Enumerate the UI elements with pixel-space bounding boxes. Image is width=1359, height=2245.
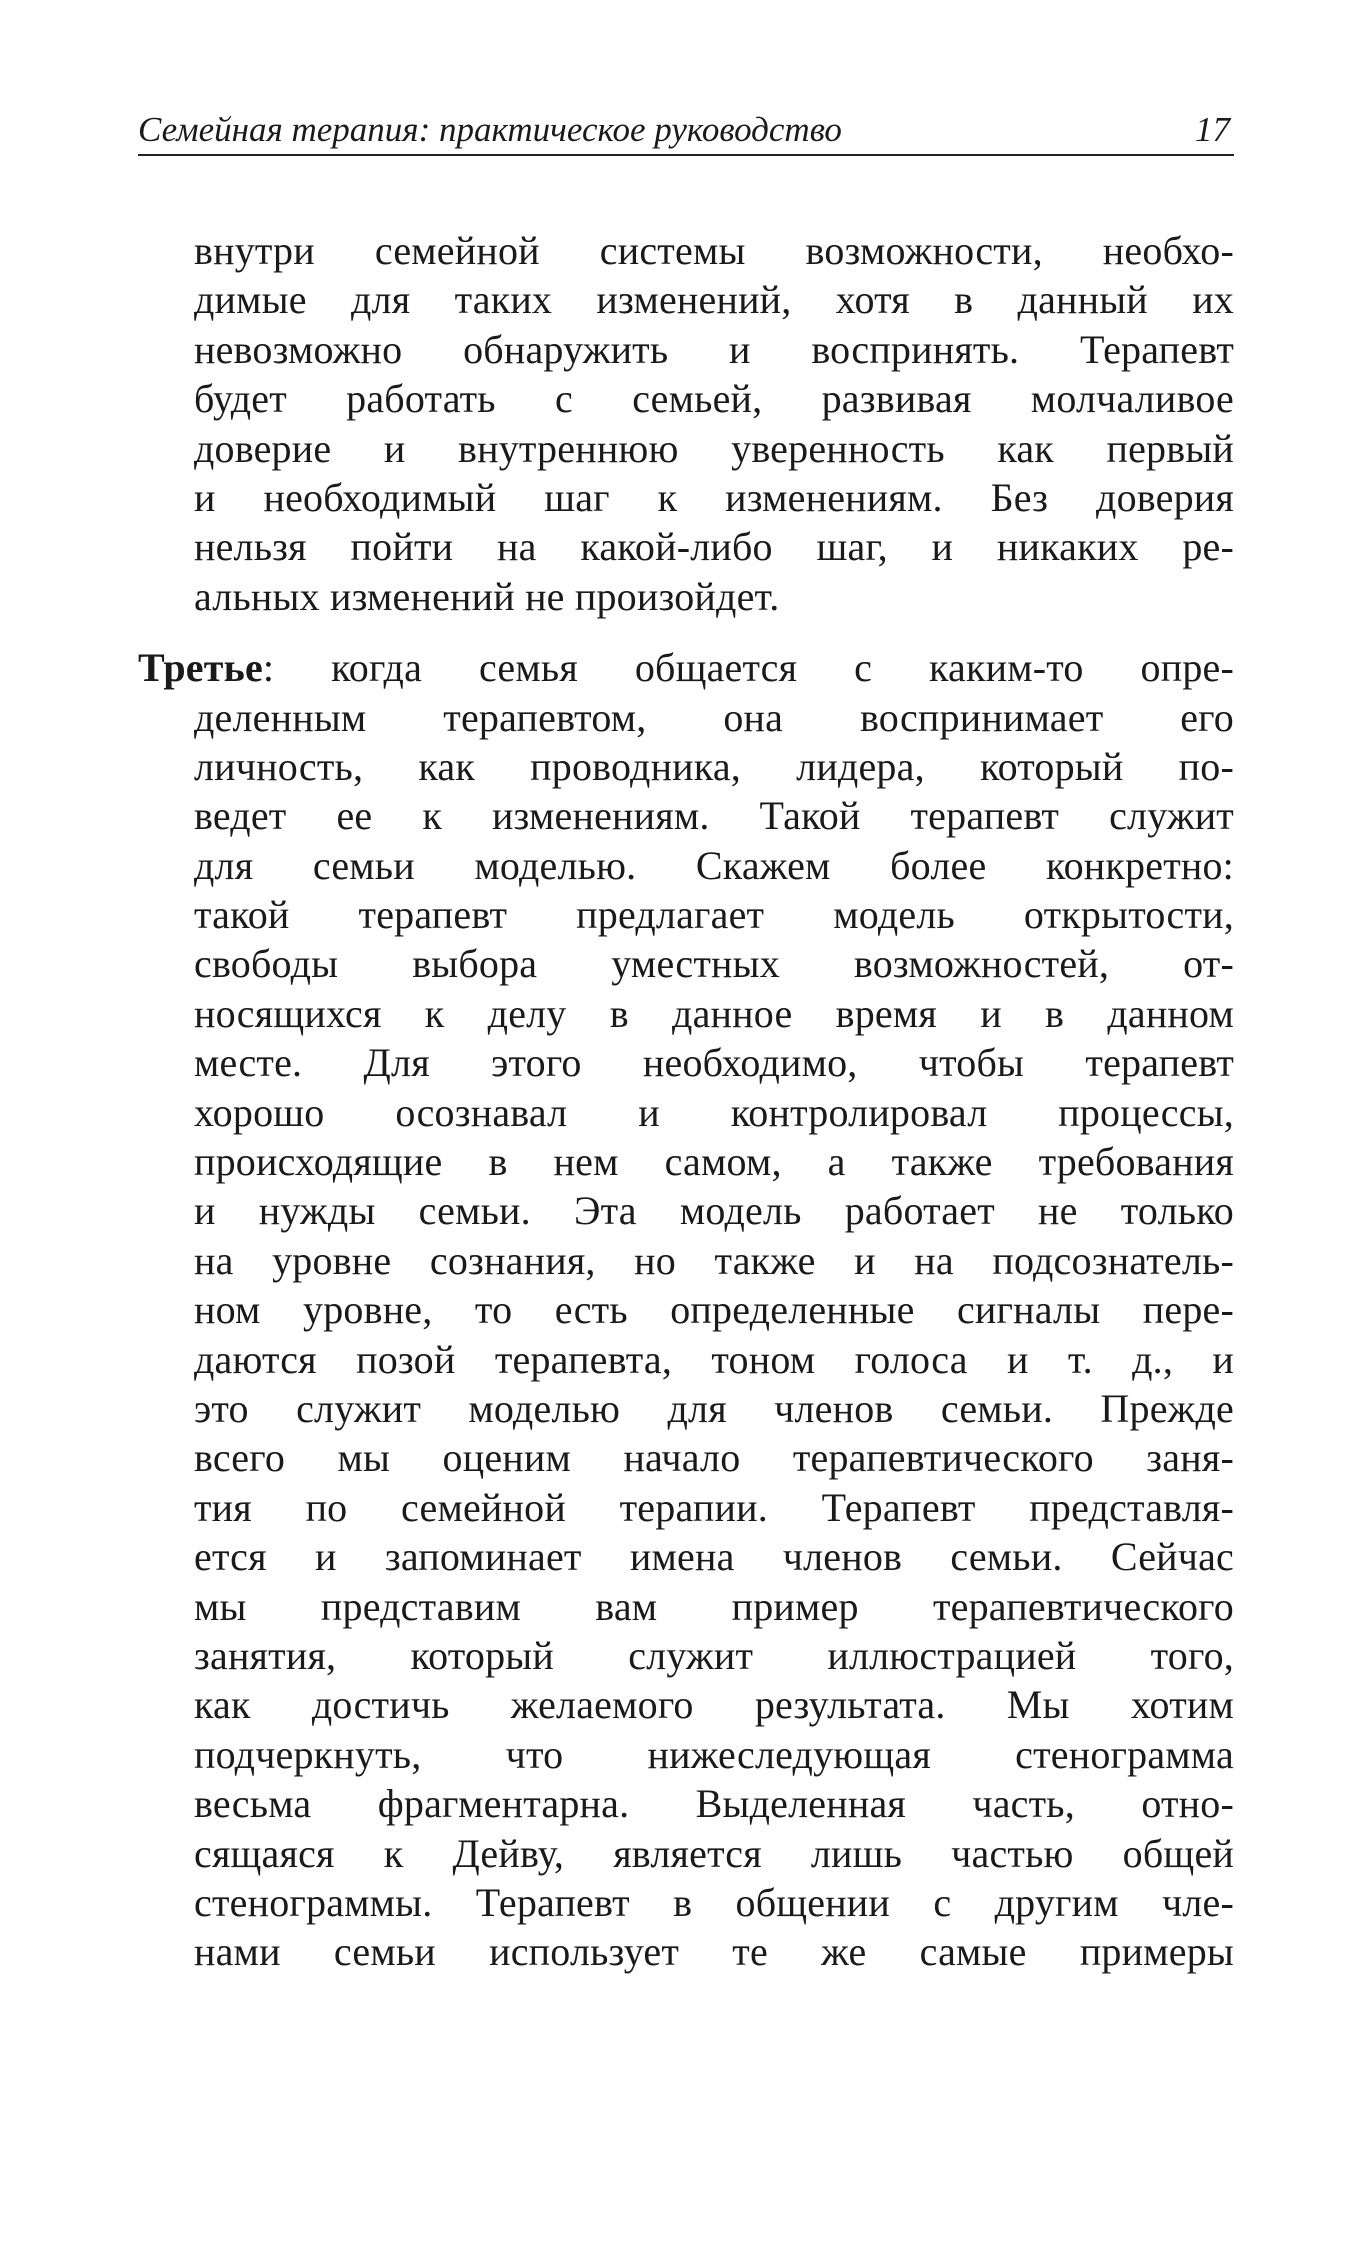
text-line: стенограммы. Терапевт в общении с другим чле- [194, 1879, 1234, 1925]
text-line: ном уровне, то есть определенные сигналы пере- [194, 1287, 1234, 1333]
text-line: димые для таких изменений, хотя в данный их [194, 277, 1234, 323]
text-line: и необходимый шаг к изменениям. Без доверия [194, 474, 1234, 520]
body-text [138, 226, 1234, 1977]
text-line: такой терапевт предлагает модель открытости, [194, 892, 1234, 938]
text-line: будет работать с семьей, развивая молчаливое [194, 376, 1234, 422]
text-line: ется и запоминает имена членов семьи. Сейчас [194, 1534, 1234, 1580]
text-line: как достичь желаемого результата. Мы хотим [194, 1682, 1234, 1728]
text-line-first [138, 643, 1234, 692]
paragraph-2 [138, 643, 1234, 1977]
text-line: свободы выбора уместных возможностей, от- [194, 941, 1234, 987]
text-line: происходящие в нем самом, а также требования [194, 1139, 1234, 1185]
text-line: тия по семейной терапии. Терапевт представля- [194, 1484, 1234, 1530]
text-line: для семьи моделью. Скажем более конкретно: [194, 842, 1234, 888]
text-line: даются позой терапевта, тоном голоса и т. д., и [194, 1336, 1234, 1382]
text-line: деленным терапевтом, она воспринимает его [194, 694, 1234, 740]
text-line: на уровне сознания, но также и на подсознатель- [194, 1237, 1234, 1283]
text-line: занятия, который служит иллюстрацией того, [194, 1632, 1234, 1678]
text-line: личность, как проводника, лидера, который по- [194, 743, 1234, 789]
text-line: хорошо осознавал и контролировал процессы, [194, 1089, 1234, 1135]
text-line: носящихся к делу в данное время и в данном [194, 990, 1234, 1036]
text-line: подчеркнуть, что нижеследующая стенограмма [194, 1731, 1234, 1777]
text-line: нельзя пойти на какой-либо шаг, и никаких ре- [194, 524, 1234, 570]
text-line-rest: : когда семья общается с каким-то опре- [262, 645, 1234, 691]
text-line: нами семьи использует те же самые примеры [194, 1929, 1234, 1975]
term-label: Третье [138, 645, 263, 691]
text-line: невозможно обнаружить и воспринять. Терапевт [194, 326, 1234, 372]
text-line: альных изменений не произойдет. [194, 573, 780, 619]
paragraph-1 [138, 226, 1234, 621]
page-number: 17 [1195, 110, 1230, 149]
text-line: сящаяся к Дейву, является лишь частью общей [194, 1830, 1234, 1876]
text-line: месте. Для этого необходимо, чтобы терапевт [194, 1040, 1234, 1086]
text-line: ведет ее к изменениям. Такой терапевт служит [194, 793, 1234, 839]
text-line: всего мы оценим начало терапевтического заня- [194, 1435, 1234, 1481]
text-line: и нужды семьи. Эта модель работает не только [194, 1188, 1234, 1234]
text-line: доверие и внутреннюю уверенность как первый [194, 425, 1234, 471]
text-line: это служит моделью для членов семьи. Прежде [194, 1385, 1234, 1431]
text-line: внутри семейной системы возможности, необхо- [194, 228, 1234, 273]
running-title: Семейная терапия: практическое руководство [138, 110, 842, 149]
running-header [138, 100, 1234, 156]
text-line: мы представим вам пример терапевтического [194, 1583, 1234, 1629]
text-line: весьма фрагментарна. Выделенная часть, отно- [194, 1781, 1234, 1827]
